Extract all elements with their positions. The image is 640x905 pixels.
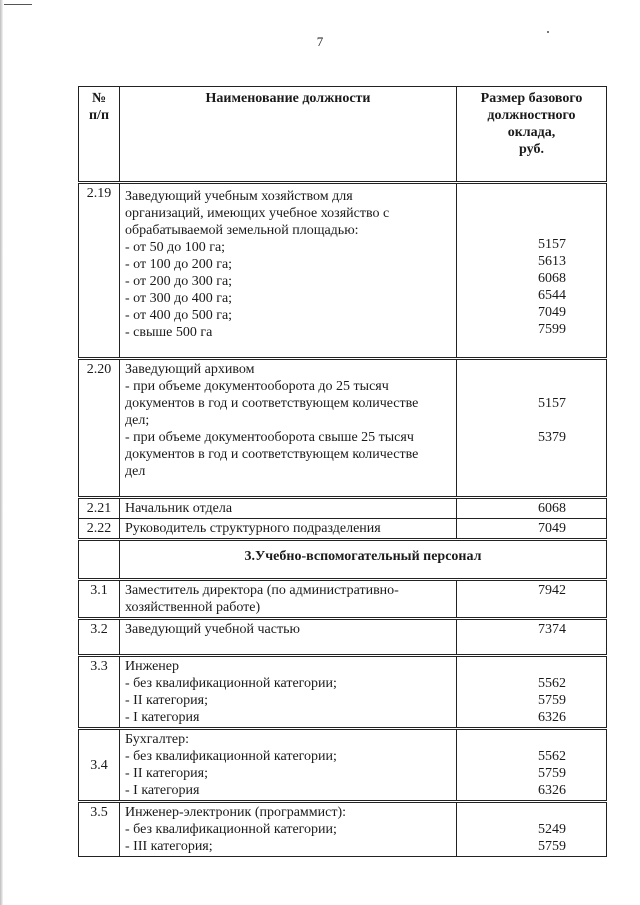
salary-value-line: 5759	[538, 693, 566, 708]
position-name-line: обрабатываемой земельной площадью:	[125, 223, 359, 238]
position-name	[120, 519, 457, 540]
position-name-line: - без квалификационной категории;	[125, 676, 337, 691]
salary-value-line	[462, 599, 566, 616]
position-name-line: - от 100 до 200 га;	[125, 257, 233, 272]
salary-value-line: 5379	[538, 430, 566, 445]
table-body-part-2	[79, 183, 607, 540]
position-name-line: документов в год и соответствующем количестве	[125, 396, 419, 411]
salary-value-line: 6326	[538, 710, 566, 725]
header-salary-line: Размер базового	[480, 91, 583, 106]
salary-value-line	[462, 361, 566, 378]
table-row	[79, 802, 607, 857]
salary-value	[457, 359, 607, 498]
row-number: 3.4	[79, 729, 120, 802]
salary-value-line: 5759	[538, 766, 566, 781]
salary-value-line: 7942	[538, 583, 566, 598]
salary-value-line: 5759	[538, 839, 566, 854]
position-name-line: хозяйственной работе)	[125, 600, 261, 615]
salary-value	[457, 580, 607, 619]
header-salary	[457, 87, 607, 183]
scan-speck	[547, 31, 549, 33]
position-name	[120, 656, 457, 729]
row-number: 3.1	[79, 580, 120, 619]
table-row	[79, 580, 607, 619]
salary-value-line	[462, 463, 566, 480]
position-name-line: Инженер	[125, 659, 180, 674]
salary-value-line: 6068	[538, 271, 566, 286]
table-header-row	[79, 87, 607, 183]
salary-value-line	[462, 804, 566, 821]
position-name	[120, 729, 457, 802]
salary-value-line: 7049	[538, 521, 566, 536]
salary-value	[457, 183, 607, 359]
salary-value-line	[462, 658, 566, 675]
salary-value	[457, 519, 607, 540]
position-name-line: Заведующий архивом	[125, 362, 255, 377]
position-name-line: Руководитель структурного подразделения	[125, 521, 381, 536]
salary-value	[457, 656, 607, 729]
position-name-line: дел	[125, 464, 146, 479]
position-name-line: документов в год и соответствующем количестве	[125, 447, 419, 462]
position-name-line: - от 200 до 300 га;	[125, 274, 233, 289]
position-name-line: - при объеме документооборота до 25 тысяч	[125, 379, 389, 394]
position-name-line: организаций, имеющих учебное хозяйство с	[125, 206, 390, 221]
salary-value-line: 6068	[538, 501, 566, 516]
position-name	[120, 802, 457, 857]
table-row	[79, 359, 607, 498]
salary-value-line	[462, 219, 566, 236]
section-row	[79, 540, 607, 580]
position-name-line: Заместитель директора (по административно-	[125, 583, 399, 598]
row-number: 3.5	[79, 802, 120, 857]
table-row	[79, 183, 607, 359]
salary-value-line	[462, 378, 566, 395]
section-title: 3.Учебно-вспомогательный персонал	[120, 540, 607, 580]
salary-value-line	[462, 202, 566, 219]
position-name	[120, 359, 457, 498]
position-name-line: Заведующий учебным хозяйством для	[125, 189, 353, 204]
position-name-line: - I категория	[125, 710, 200, 725]
header-salary-line: руб.	[519, 142, 544, 157]
position-name-line: - при объеме документооборота свыше 25 тысяч	[125, 430, 414, 445]
salary-value-line	[462, 412, 566, 429]
salary-value-line: 5562	[538, 749, 566, 764]
position-name-line: - III категория;	[125, 839, 213, 854]
salary-value	[457, 619, 607, 656]
salary-value	[457, 802, 607, 857]
position-name-line: - от 50 до 100 га;	[125, 240, 226, 255]
salary-value	[457, 498, 607, 519]
row-number: 3.2	[79, 619, 120, 656]
salary-value-line: 7049	[538, 305, 566, 320]
salary-value-line: 5613	[538, 254, 566, 269]
table-row	[79, 519, 607, 540]
position-name-line: - II категория;	[125, 693, 208, 708]
scan-edge-shadow	[0, 0, 3, 905]
row-number: 2.19	[79, 183, 120, 359]
salary-value-line: 6544	[538, 288, 566, 303]
header-salary-line: должностного	[487, 108, 576, 123]
position-name-line: - от 300 до 400 га;	[125, 291, 233, 306]
salary-value-line: 5562	[538, 676, 566, 691]
salary-value-line	[462, 731, 566, 748]
salary-value-line: 5249	[538, 822, 566, 837]
salary-value-line: 5157	[538, 237, 566, 252]
position-name-line: - II категория;	[125, 766, 208, 781]
position-name-line: - без квалификационной категории;	[125, 822, 337, 837]
table-row	[79, 498, 607, 519]
position-name-line: - от 400 до 500 га;	[125, 308, 233, 323]
section-number-cell	[79, 540, 120, 580]
table-row	[79, 729, 607, 802]
position-name	[120, 580, 457, 619]
position-name-line: - I категория	[125, 783, 200, 798]
salary-value-line: 5157	[538, 396, 566, 411]
scan-edge-mark	[4, 4, 32, 5]
header-number	[79, 87, 120, 183]
row-number: 3.3	[79, 656, 120, 729]
table-body-part-3	[79, 580, 607, 857]
position-name	[120, 498, 457, 519]
salary-value-line	[462, 446, 566, 463]
row-number: 2.22	[79, 519, 120, 540]
table-row	[79, 619, 607, 656]
position-name-line: Бухгалтер:	[125, 732, 189, 747]
salary-value-line	[462, 185, 566, 202]
position-name-line: дел;	[125, 413, 150, 428]
page-number: 7	[316, 34, 324, 49]
salary-value-line: 7374	[538, 622, 566, 637]
position-name-line: Инженер-электроник (программист):	[125, 805, 347, 820]
salary-value-line: 6326	[538, 783, 566, 798]
table-row	[79, 656, 607, 729]
salary-table	[78, 86, 607, 857]
salary-value-line: 7599	[538, 322, 566, 337]
header-number-line: №	[91, 91, 107, 106]
position-name-line: Заведующий учебной частью	[125, 622, 300, 637]
row-number: 2.21	[79, 498, 120, 519]
salary-value	[457, 729, 607, 802]
header-salary-line: оклада,	[507, 125, 556, 140]
position-name-line: Начальник отдела	[125, 501, 233, 516]
position-name-line: - свыше 500 га	[125, 325, 213, 340]
position-name	[120, 619, 457, 656]
header-position-name: Наименование должности	[120, 87, 457, 183]
position-name-line: - без квалификационной категории;	[125, 749, 337, 764]
row-number: 2.20	[79, 359, 120, 498]
position-name	[120, 183, 457, 359]
header-number-line: п/п	[88, 108, 110, 123]
